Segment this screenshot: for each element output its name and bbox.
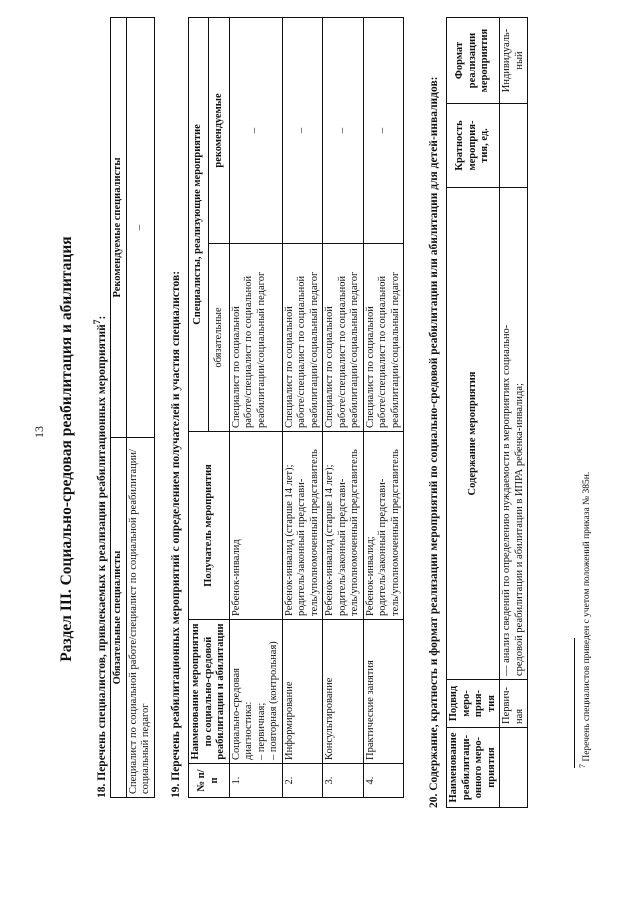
text-line: мероприя- [466, 120, 478, 171]
text-line: онного меро- [473, 736, 484, 799]
row-recommended-specialists: – [323, 18, 364, 244]
text-line: реабилитации/социальный педагог [389, 271, 401, 428]
mandatory-specialists-cell: Специалист по социальной работе/специалист по социальной реабилитации/социальный педагог [126, 438, 154, 798]
text-line: реабилитации/социальный педагог [255, 271, 267, 428]
header-rehab-measure-name [447, 728, 500, 808]
row-num: 3. [323, 764, 364, 798]
text-line: родитель/законный представи- [296, 478, 307, 616]
specialists-table [110, 17, 155, 798]
specialists-header-row [111, 18, 127, 798]
text-line: прия- [473, 689, 484, 718]
header-recipient: Получатель мероприятия [189, 432, 230, 620]
text-line: Кратность [454, 120, 466, 171]
text-line: тель/уполномоченный представитель [389, 449, 401, 616]
content-header-row [447, 18, 500, 808]
row-num: 4. [363, 764, 404, 798]
row-recipient [323, 432, 364, 620]
text-line: Специалист по социальной [230, 306, 242, 428]
specialists-row [126, 18, 154, 798]
table-row [229, 18, 282, 798]
text-line: Формат [454, 41, 466, 80]
section-20-title: 20. Содержание, кратность и формат реализации мероприятий по социально-средовой реабилитации или абилитации для детей-инвалидов: [428, 76, 440, 808]
header-mandatory-specialists: Обязательные специалисты [111, 438, 127, 798]
text-line: Первич- [501, 687, 512, 724]
section-19-title: 19. Перечень реабилитационных мероприятий с определением получателей и участия специалистов: [170, 270, 182, 798]
text-line: Ребенок-инвалид; [364, 536, 376, 616]
text-line: реабилитации/социальный педагог [308, 271, 320, 428]
table-row [323, 18, 364, 798]
row-mandatory-specialists [323, 244, 364, 432]
header-recommended-specialists: Рекомендуемые специалисты [111, 18, 127, 438]
row-measure-name [323, 620, 364, 764]
row-frequency [500, 104, 528, 188]
section-18-title-end: : [95, 315, 108, 320]
header-num: № п/п [189, 764, 230, 798]
text-line: Ребенок-инвалид (старше 14 лет); [283, 464, 295, 616]
section-18-title-text: 18. Перечень специалистов, привлекаемых к реализации реабилитационных мероприятий [95, 324, 108, 798]
table-row [282, 18, 323, 798]
row-num: 2. [282, 764, 323, 798]
row-num: 1. [229, 764, 282, 798]
text-line: средовой реабилитации и абилитации в ИПРА ребенка-инвалида; [513, 383, 525, 676]
text-line: реабилитации/социальный педагог [349, 271, 360, 428]
row-mandatory-specialists [282, 244, 323, 432]
text-line: приятия [485, 747, 497, 788]
text-line: Индивидуаль- [501, 28, 512, 93]
row-format [500, 18, 528, 104]
text-line: Специалист по социальной [283, 306, 295, 428]
footnote-ref-7: 7 [92, 319, 103, 325]
text-line: Специалист по социальной [324, 306, 335, 428]
header-format [447, 18, 500, 104]
text-line: Специалист по социальной [364, 306, 376, 428]
row-recipient [282, 432, 323, 620]
section-18-title [92, 316, 108, 798]
footnote-text: Перечень специалистов приведен с учетом положений приказа № 385н. [582, 471, 593, 762]
text-line: Практические занятия [364, 660, 376, 760]
row-recommended-specialists: – [363, 18, 404, 244]
content-format-table [446, 17, 528, 808]
text-line: Наименование [448, 732, 459, 803]
header-content: Содержание мероприятия [447, 188, 500, 680]
row-measure-name [282, 620, 323, 764]
text-line: Консультирование [324, 677, 335, 760]
text-line: работе/специалист по социальной [377, 275, 388, 428]
text-line: ная [513, 708, 525, 724]
text-line: работе/специалист по социальной [243, 275, 254, 428]
text-line: меро- [460, 690, 472, 717]
text-line: Социально-средовая диагностика: [230, 668, 254, 760]
footnote-marker: 7 [578, 764, 587, 768]
header-specialists: Специалисты, реализующие мероприятие [189, 18, 209, 432]
text-line: работе/специалист по социальной [336, 275, 348, 428]
footnote [578, 472, 592, 768]
text-line: тель/уполномоченный представитель [349, 449, 360, 616]
text-line: тель/уполномоченный представитель [308, 449, 320, 616]
header-subtype [447, 680, 500, 728]
header-mandatory: обязательные [209, 244, 229, 432]
text-line: Информирование [283, 681, 295, 760]
text-line: работе/специалист по социальной [296, 275, 307, 428]
row-mandatory-specialists [363, 244, 404, 432]
footnote-separator [574, 638, 575, 768]
text-line: родитель/законный представи- [336, 478, 348, 616]
text-line: Подвид [448, 685, 459, 722]
text-line: — анализ сведений по определению нуждаемости в мероприятиях социально- [501, 324, 512, 676]
page-number: 13 [32, 426, 46, 438]
section-heading: Раздел III. Социально-средовая реабилитация и абилитация [58, 236, 75, 662]
text-line: тия, ед. [479, 128, 491, 163]
text-line: тия [485, 695, 497, 712]
row-recipient [363, 432, 404, 620]
table-row [363, 18, 404, 798]
text-line: мероприятия [479, 28, 491, 93]
text-line: – первичная; [255, 702, 267, 760]
row-rehab-measure-name [500, 728, 528, 808]
measures-header-row-1 [189, 18, 209, 798]
text-line: Ребенок-инвалид (старше 14 лет); [324, 464, 335, 616]
text-line: Ребенок-инвалид [230, 539, 242, 616]
table-row [500, 18, 528, 808]
header-measure-name: Наименование мероприятия по социально-средовой реабилитации и абилитации [189, 620, 230, 764]
text-line: ный [513, 51, 525, 70]
text-line: родитель/законный представи- [377, 478, 388, 616]
row-content [500, 188, 528, 680]
header-frequency [447, 104, 500, 188]
measures-table [188, 17, 404, 798]
row-subtype [500, 680, 528, 728]
text-line: реабилитаци- [460, 734, 472, 801]
row-measure-name [363, 620, 404, 764]
row-mandatory-specialists [229, 244, 282, 432]
row-recommended-specialists: – [282, 18, 323, 244]
recommended-specialists-cell: – [126, 18, 154, 438]
row-measure-name [229, 620, 282, 764]
text-line: реализации [466, 32, 478, 89]
header-recommended: рекомендуемые [209, 18, 229, 244]
text-line: – повторная (контрольная) [268, 641, 279, 760]
row-recipient [229, 432, 282, 620]
row-recommended-specialists: – [229, 18, 282, 244]
